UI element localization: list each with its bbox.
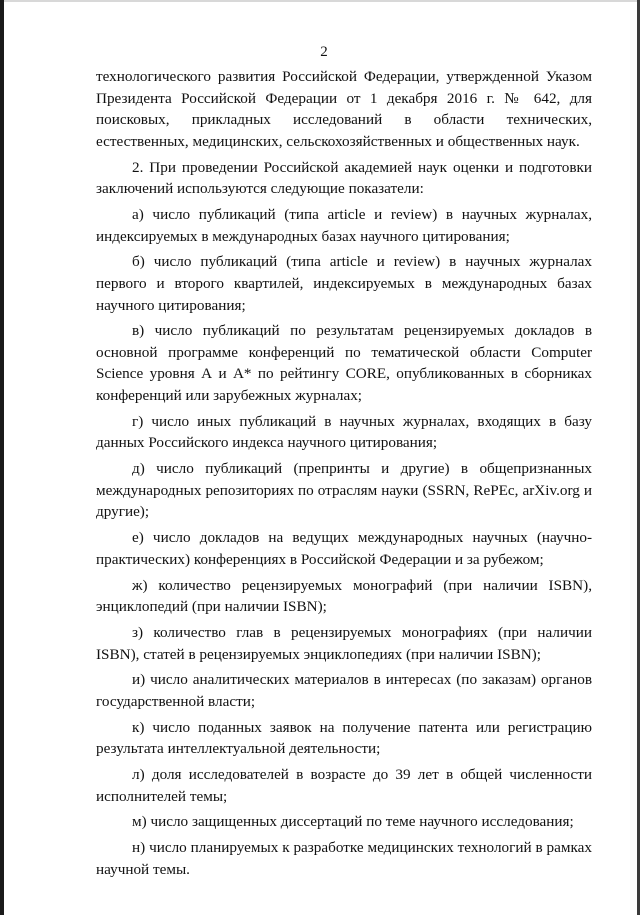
list-item-z: з) количество глав в рецензируемых монографиях (при наличии ISBN), статей в рецензируемых энциклопедиях (при наличии ISBN); <box>96 623 592 663</box>
list-item-zh: ж) количество рецензируемых монографий (при наличии ISBN), энциклопедий (при наличии ISBN); <box>96 576 592 616</box>
list-item-e: е) число докладов на ведущих международных научных (научно-практических) конференциях в Российской Федерации и за рубежом; <box>96 529 592 568</box>
scan-edge-top <box>4 0 640 2</box>
list-item-b: б) число публикаций (типа article и review) в научных журналах первого и второго квартилей, индексируемых в международных базах научного цитирования; <box>96 253 592 314</box>
list-item-n: н) число планируемых к разработке медицинских технологий в рамках научной темы. <box>96 839 592 878</box>
document-body <box>96 66 592 885</box>
list-item-a: а) число публикаций (типа article и review) в научных журналах, индексируемых в международных базах научного цитирования; <box>96 205 592 245</box>
list-item-m: м) число защищенных диссертаций по теме научного исследования; <box>132 813 574 831</box>
list-item-v: в) число публикаций по результатам рецензируемых докладов в основной программе конференций по тематической области Computer Science уровня А и А* по рейтингу CORE, опубликованных в сборниках конференций или зарубежных журналах; <box>96 322 592 405</box>
list-item-g: г) число иных публикаций в научных журналах, входящих в базу данных Российского индекса научного цитирования; <box>96 412 592 452</box>
list-item-l: л) доля исследователей в возрасте до 39 лет в общей численности исполнителей темы; <box>96 766 592 805</box>
paragraph-continuation: технологического развития Российской Федерации, утвержденной Указом Президента Российской Федерации от 1 декабря 2016 г. № 642, для поисковых, прикладных исследований в области технических, естественных, медицинских, сельскохозяйственных и общественных наук. <box>96 68 592 150</box>
page-number: 2 <box>320 44 328 60</box>
list-item-d: д) число публикаций (препринты и другие) в общепризнанных международных репозиториях по отраслям науки (SSRN, RePEc, arXiv.org и другие); <box>96 460 592 521</box>
paragraph-item-2: 2. При проведении Российской академией наук оценки и подготовки заключений используются следующие показатели: <box>96 158 592 198</box>
list-item-k: к) число поданных заявок на получение патента или регистрацию результата интеллектуальной деятельности; <box>96 718 592 758</box>
list-item-i: и) число аналитических материалов в интересах (по заказам) органов государственной власти; <box>96 671 592 710</box>
